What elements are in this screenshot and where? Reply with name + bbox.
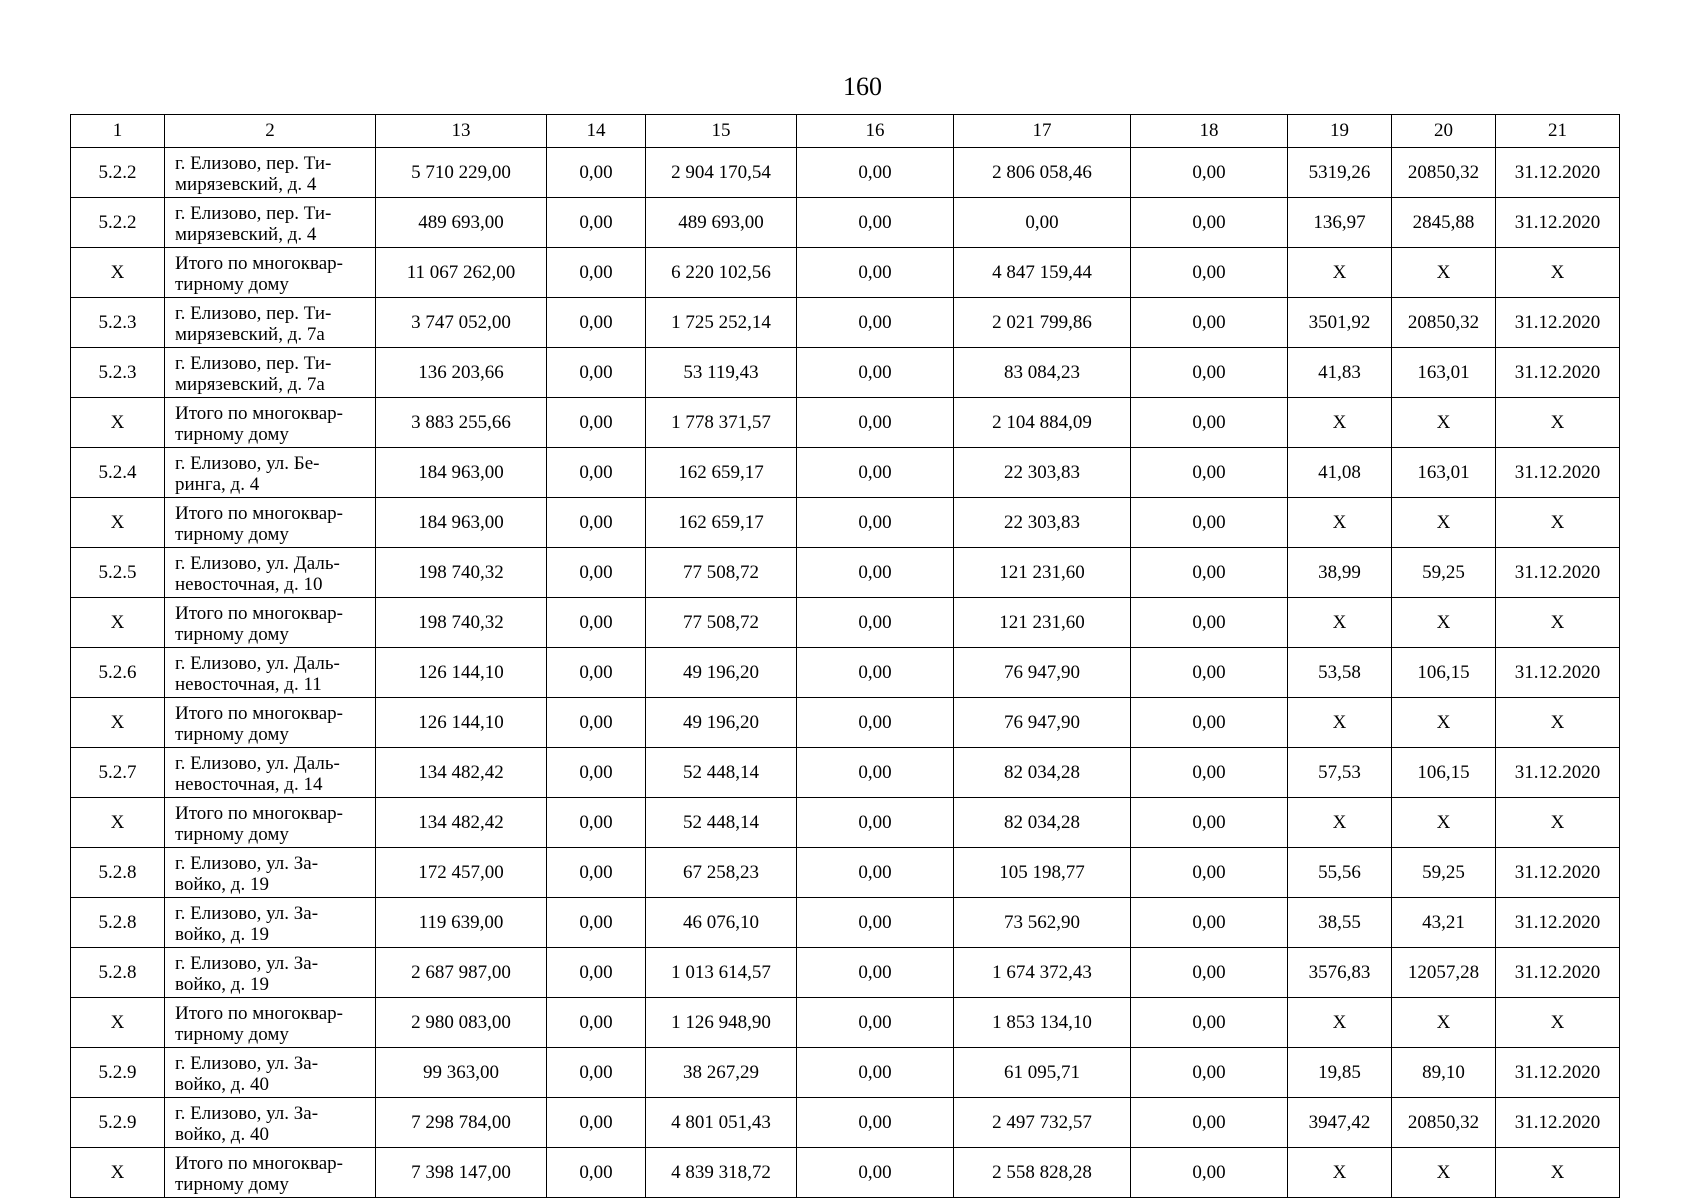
value-cell: 46 076,10 xyxy=(646,898,797,948)
value-cell: 0,00 xyxy=(547,1048,646,1098)
table-row xyxy=(71,398,1620,448)
value-cell: 0,00 xyxy=(1131,298,1288,348)
value-cell: Х xyxy=(1392,798,1496,848)
value-cell: 0,00 xyxy=(547,698,646,748)
row-number-cell: 5.2.2 xyxy=(71,198,165,248)
value-cell: 0,00 xyxy=(954,198,1131,248)
value-cell: 0,00 xyxy=(797,1048,954,1098)
value-cell: 0,00 xyxy=(547,848,646,898)
value-cell: 0,00 xyxy=(797,498,954,548)
value-cell: Х xyxy=(1392,698,1496,748)
value-cell: 105 198,77 xyxy=(954,848,1131,898)
column-header: 20 xyxy=(1392,115,1496,148)
value-cell: 0,00 xyxy=(797,548,954,598)
value-cell: 0,00 xyxy=(547,598,646,648)
address-cell: Итого по многоквар- тирному дому xyxy=(165,248,376,298)
table-row xyxy=(71,148,1620,198)
page-number: 160 xyxy=(843,72,882,101)
address-cell: Итого по многоквар- тирному дому xyxy=(165,498,376,548)
table-row xyxy=(71,848,1620,898)
row-number-cell: Х xyxy=(71,998,165,1048)
table-row xyxy=(71,198,1620,248)
value-cell: 59,25 xyxy=(1392,548,1496,598)
value-cell: Х xyxy=(1288,248,1392,298)
value-cell: 0,00 xyxy=(797,398,954,448)
row-number-cell: 5.2.6 xyxy=(71,648,165,698)
value-cell: Х xyxy=(1392,398,1496,448)
column-header: 15 xyxy=(646,115,797,148)
value-cell: 184 963,00 xyxy=(376,498,547,548)
value-cell: 2 558 828,28 xyxy=(954,1148,1131,1198)
table-row xyxy=(71,298,1620,348)
value-cell: 4 839 318,72 xyxy=(646,1148,797,1198)
value-cell: 7 298 784,00 xyxy=(376,1098,547,1148)
value-cell: 5 710 229,00 xyxy=(376,148,547,198)
value-cell: 31.12.2020 xyxy=(1496,648,1620,698)
address-cell: Итого по многоквар- тирному дому xyxy=(165,598,376,648)
row-number-cell: Х xyxy=(71,598,165,648)
value-cell: 0,00 xyxy=(547,298,646,348)
value-cell: 20850,32 xyxy=(1392,298,1496,348)
value-cell: 77 508,72 xyxy=(646,548,797,598)
value-cell: 0,00 xyxy=(1131,398,1288,448)
value-cell: 0,00 xyxy=(547,1098,646,1148)
value-cell: 0,00 xyxy=(797,948,954,998)
row-number-cell: Х xyxy=(71,498,165,548)
address-cell: г. Елизово, ул. Даль- невосточная, д. 10 xyxy=(165,548,376,598)
value-cell: 0,00 xyxy=(547,348,646,398)
column-header: 13 xyxy=(376,115,547,148)
row-number-cell: 5.2.7 xyxy=(71,748,165,798)
value-cell: 119 639,00 xyxy=(376,898,547,948)
value-cell: 106,15 xyxy=(1392,748,1496,798)
value-cell: 2 806 058,46 xyxy=(954,148,1131,198)
value-cell: 0,00 xyxy=(547,548,646,598)
value-cell: 0,00 xyxy=(797,248,954,298)
value-cell: 0,00 xyxy=(1131,798,1288,848)
value-cell: 0,00 xyxy=(547,448,646,498)
value-cell: 0,00 xyxy=(1131,448,1288,498)
value-cell: Х xyxy=(1392,998,1496,1048)
column-header: 16 xyxy=(797,115,954,148)
value-cell: 20850,32 xyxy=(1392,1098,1496,1148)
value-cell: 31.12.2020 xyxy=(1496,848,1620,898)
value-cell: 43,21 xyxy=(1392,898,1496,948)
value-cell: Х xyxy=(1288,1148,1392,1198)
row-number-cell: 5.2.8 xyxy=(71,898,165,948)
value-cell: 3947,42 xyxy=(1288,1098,1392,1148)
table-row xyxy=(71,798,1620,848)
value-cell: 0,00 xyxy=(797,1098,954,1148)
value-cell: Х xyxy=(1496,998,1620,1048)
value-cell: 0,00 xyxy=(797,698,954,748)
table-body xyxy=(71,115,1620,1198)
column-header: 17 xyxy=(954,115,1131,148)
value-cell: 0,00 xyxy=(797,448,954,498)
value-cell: Х xyxy=(1288,398,1392,448)
value-cell: 1 725 252,14 xyxy=(646,298,797,348)
row-number-cell: Х xyxy=(71,698,165,748)
value-cell: 1 126 948,90 xyxy=(646,998,797,1048)
value-cell: 126 144,10 xyxy=(376,698,547,748)
value-cell: 0,00 xyxy=(797,598,954,648)
value-cell: 31.12.2020 xyxy=(1496,148,1620,198)
value-cell: 31.12.2020 xyxy=(1496,898,1620,948)
value-cell: 0,00 xyxy=(1131,748,1288,798)
value-cell: 0,00 xyxy=(1131,598,1288,648)
value-cell: Х xyxy=(1288,698,1392,748)
value-cell: 3501,92 xyxy=(1288,298,1392,348)
address-cell: Итого по многоквар- тирному дому xyxy=(165,998,376,1048)
value-cell: 0,00 xyxy=(1131,898,1288,948)
value-cell: 0,00 xyxy=(1131,148,1288,198)
value-cell: Х xyxy=(1392,248,1496,298)
row-number-cell: 5.2.8 xyxy=(71,948,165,998)
address-cell: г. Елизово, ул. За- войко, д. 19 xyxy=(165,898,376,948)
value-cell: 0,00 xyxy=(547,498,646,548)
value-cell: 38,99 xyxy=(1288,548,1392,598)
value-cell: 1 853 134,10 xyxy=(954,998,1131,1048)
table-row xyxy=(71,948,1620,998)
header-row xyxy=(71,115,1620,148)
value-cell: 59,25 xyxy=(1392,848,1496,898)
value-cell: 489 693,00 xyxy=(646,198,797,248)
value-cell: 126 144,10 xyxy=(376,648,547,698)
value-cell: 2 687 987,00 xyxy=(376,948,547,998)
value-cell: 0,00 xyxy=(1131,648,1288,698)
value-cell: 12057,28 xyxy=(1392,948,1496,998)
value-cell: 52 448,14 xyxy=(646,748,797,798)
address-cell: г. Елизово, ул. За- войко, д. 40 xyxy=(165,1048,376,1098)
address-cell: г. Елизово, ул. За- войко, д. 19 xyxy=(165,948,376,998)
value-cell: 99 363,00 xyxy=(376,1048,547,1098)
value-cell: 61 095,71 xyxy=(954,1048,1131,1098)
value-cell: 0,00 xyxy=(1131,998,1288,1048)
value-cell: Х xyxy=(1496,398,1620,448)
value-cell: Х xyxy=(1496,248,1620,298)
value-cell: Х xyxy=(1392,498,1496,548)
value-cell: 7 398 147,00 xyxy=(376,1148,547,1198)
value-cell: 38 267,29 xyxy=(646,1048,797,1098)
value-cell: 76 947,90 xyxy=(954,698,1131,748)
value-cell: 2 497 732,57 xyxy=(954,1098,1131,1148)
value-cell: 0,00 xyxy=(1131,948,1288,998)
value-cell: 0,00 xyxy=(797,848,954,898)
value-cell: 77 508,72 xyxy=(646,598,797,648)
value-cell: 31.12.2020 xyxy=(1496,548,1620,598)
value-cell: 2 104 884,09 xyxy=(954,398,1131,448)
value-cell: 89,10 xyxy=(1392,1048,1496,1098)
column-header: 19 xyxy=(1288,115,1392,148)
value-cell: 121 231,60 xyxy=(954,598,1131,648)
column-header: 21 xyxy=(1496,115,1620,148)
table-row xyxy=(71,1048,1620,1098)
value-cell: 163,01 xyxy=(1392,348,1496,398)
row-number-cell: 5.2.9 xyxy=(71,1098,165,1148)
value-cell: 31.12.2020 xyxy=(1496,748,1620,798)
value-cell: 31.12.2020 xyxy=(1496,1098,1620,1148)
value-cell: 0,00 xyxy=(547,198,646,248)
address-cell: Итого по многоквар- тирному дому xyxy=(165,398,376,448)
value-cell: 38,55 xyxy=(1288,898,1392,948)
address-cell: г. Елизово, пер. Ти- мирязевский, д. 7а xyxy=(165,348,376,398)
value-cell: 0,00 xyxy=(547,798,646,848)
table-row xyxy=(71,748,1620,798)
value-cell: 121 231,60 xyxy=(954,548,1131,598)
table-row xyxy=(71,598,1620,648)
value-cell: 184 963,00 xyxy=(376,448,547,498)
row-number-cell: 5.2.9 xyxy=(71,1048,165,1098)
row-number-cell: 5.2.3 xyxy=(71,348,165,398)
value-cell: Х xyxy=(1392,598,1496,648)
value-cell: Х xyxy=(1392,1148,1496,1198)
value-cell: 3 883 255,66 xyxy=(376,398,547,448)
value-cell: Х xyxy=(1496,698,1620,748)
value-cell: 4 847 159,44 xyxy=(954,248,1131,298)
value-cell: 0,00 xyxy=(797,798,954,848)
value-cell: 6 220 102,56 xyxy=(646,248,797,298)
value-cell: 53 119,43 xyxy=(646,348,797,398)
row-number-cell: 5.2.8 xyxy=(71,848,165,898)
value-cell: 0,00 xyxy=(1131,498,1288,548)
value-cell: 0,00 xyxy=(797,348,954,398)
value-cell: 31.12.2020 xyxy=(1496,198,1620,248)
value-cell: 82 034,28 xyxy=(954,748,1131,798)
value-cell: 22 303,83 xyxy=(954,498,1131,548)
value-cell: Х xyxy=(1496,498,1620,548)
value-cell: 172 457,00 xyxy=(376,848,547,898)
value-cell: 134 482,42 xyxy=(376,748,547,798)
data-table xyxy=(70,114,1620,1198)
value-cell: Х xyxy=(1496,598,1620,648)
value-cell: 0,00 xyxy=(547,248,646,298)
table-row xyxy=(71,498,1620,548)
row-number-cell: Х xyxy=(71,398,165,448)
value-cell: 53,58 xyxy=(1288,648,1392,698)
address-cell: г. Елизово, ул. Даль- невосточная, д. 14 xyxy=(165,748,376,798)
value-cell: 162 659,17 xyxy=(646,498,797,548)
address-cell: г. Елизово, пер. Ти- мирязевский, д. 7а xyxy=(165,298,376,348)
value-cell: 83 084,23 xyxy=(954,348,1131,398)
value-cell: 0,00 xyxy=(797,198,954,248)
value-cell: 0,00 xyxy=(547,648,646,698)
address-cell: г. Елизово, пер. Ти- мирязевский, д. 4 xyxy=(165,198,376,248)
value-cell: 0,00 xyxy=(797,898,954,948)
table-row xyxy=(71,698,1620,748)
value-cell: 0,00 xyxy=(1131,1098,1288,1148)
value-cell: 0,00 xyxy=(547,1148,646,1198)
table-row xyxy=(71,348,1620,398)
row-number-cell: Х xyxy=(71,1148,165,1198)
table-row xyxy=(71,998,1620,1048)
value-cell: 0,00 xyxy=(547,948,646,998)
value-cell: 489 693,00 xyxy=(376,198,547,248)
value-cell: 49 196,20 xyxy=(646,648,797,698)
value-cell: 0,00 xyxy=(1131,348,1288,398)
value-cell: 57,53 xyxy=(1288,748,1392,798)
value-cell: 41,83 xyxy=(1288,348,1392,398)
table-row xyxy=(71,648,1620,698)
value-cell: 11 067 262,00 xyxy=(376,248,547,298)
value-cell: 52 448,14 xyxy=(646,798,797,848)
table-row xyxy=(71,1148,1620,1198)
value-cell: 2 021 799,86 xyxy=(954,298,1131,348)
value-cell: 0,00 xyxy=(797,148,954,198)
value-cell: 1 674 372,43 xyxy=(954,948,1131,998)
value-cell: 2845,88 xyxy=(1392,198,1496,248)
value-cell: 20850,32 xyxy=(1392,148,1496,198)
table-row xyxy=(71,898,1620,948)
value-cell: 0,00 xyxy=(1131,248,1288,298)
value-cell: 0,00 xyxy=(547,998,646,1048)
value-cell: 0,00 xyxy=(797,748,954,798)
value-cell: 3576,83 xyxy=(1288,948,1392,998)
value-cell: 2 980 083,00 xyxy=(376,998,547,1048)
value-cell: 1 013 614,57 xyxy=(646,948,797,998)
table-row xyxy=(71,448,1620,498)
value-cell: 136,97 xyxy=(1288,198,1392,248)
value-cell: 136 203,66 xyxy=(376,348,547,398)
value-cell: 31.12.2020 xyxy=(1496,348,1620,398)
value-cell: 0,00 xyxy=(1131,1148,1288,1198)
value-cell: 0,00 xyxy=(547,148,646,198)
row-number-cell: 5.2.2 xyxy=(71,148,165,198)
value-cell: Х xyxy=(1496,798,1620,848)
row-number-cell: Х xyxy=(71,798,165,848)
value-cell: 4 801 051,43 xyxy=(646,1098,797,1148)
column-header: 18 xyxy=(1131,115,1288,148)
value-cell: 19,85 xyxy=(1288,1048,1392,1098)
value-cell: 31.12.2020 xyxy=(1496,298,1620,348)
value-cell: 41,08 xyxy=(1288,448,1392,498)
value-cell: 31.12.2020 xyxy=(1496,948,1620,998)
value-cell: Х xyxy=(1496,1148,1620,1198)
value-cell: 55,56 xyxy=(1288,848,1392,898)
address-cell: Итого по многоквар- тирному дому xyxy=(165,798,376,848)
value-cell: 0,00 xyxy=(1131,848,1288,898)
value-cell: 2 904 170,54 xyxy=(646,148,797,198)
value-cell: 0,00 xyxy=(547,398,646,448)
value-cell: 198 740,32 xyxy=(376,598,547,648)
value-cell: 0,00 xyxy=(797,648,954,698)
value-cell: 73 562,90 xyxy=(954,898,1131,948)
value-cell: 3 747 052,00 xyxy=(376,298,547,348)
value-cell: 31.12.2020 xyxy=(1496,1048,1620,1098)
value-cell: 76 947,90 xyxy=(954,648,1131,698)
value-cell: 5319,26 xyxy=(1288,148,1392,198)
value-cell: 0,00 xyxy=(797,998,954,1048)
row-number-cell: 5.2.4 xyxy=(71,448,165,498)
value-cell: 22 303,83 xyxy=(954,448,1131,498)
address-cell: г. Елизово, ул. За- войко, д. 19 xyxy=(165,848,376,898)
row-number-cell: 5.2.5 xyxy=(71,548,165,598)
address-cell: г. Елизово, ул. Бе- ринга, д. 4 xyxy=(165,448,376,498)
row-number-cell: 5.2.3 xyxy=(71,298,165,348)
column-header: 1 xyxy=(71,115,165,148)
value-cell: 0,00 xyxy=(1131,698,1288,748)
value-cell: Х xyxy=(1288,498,1392,548)
value-cell: 0,00 xyxy=(547,898,646,948)
address-cell: г. Елизово, пер. Ти- мирязевский, д. 4 xyxy=(165,148,376,198)
value-cell: 0,00 xyxy=(1131,198,1288,248)
value-cell: 198 740,32 xyxy=(376,548,547,598)
value-cell: 0,00 xyxy=(547,748,646,798)
table-row xyxy=(71,248,1620,298)
value-cell: 0,00 xyxy=(1131,1048,1288,1098)
value-cell: 67 258,23 xyxy=(646,848,797,898)
value-cell: 0,00 xyxy=(1131,548,1288,598)
value-cell: Х xyxy=(1288,998,1392,1048)
address-cell: г. Елизово, ул. Даль- невосточная, д. 11 xyxy=(165,648,376,698)
value-cell: Х xyxy=(1288,598,1392,648)
table-row xyxy=(71,1098,1620,1148)
value-cell: 49 196,20 xyxy=(646,698,797,748)
value-cell: 134 482,42 xyxy=(376,798,547,848)
value-cell: 163,01 xyxy=(1392,448,1496,498)
address-cell: Итого по многоквар- тирному дому xyxy=(165,1148,376,1198)
value-cell: Х xyxy=(1288,798,1392,848)
value-cell: 162 659,17 xyxy=(646,448,797,498)
column-header: 14 xyxy=(547,115,646,148)
value-cell: 1 778 371,57 xyxy=(646,398,797,448)
column-header: 2 xyxy=(165,115,376,148)
value-cell: 0,00 xyxy=(797,1148,954,1198)
value-cell: 31.12.2020 xyxy=(1496,448,1620,498)
value-cell: 106,15 xyxy=(1392,648,1496,698)
address-cell: Итого по многоквар- тирному дому xyxy=(165,698,376,748)
value-cell: 0,00 xyxy=(797,298,954,348)
address-cell: г. Елизово, ул. За- войко, д. 40 xyxy=(165,1098,376,1148)
value-cell: 82 034,28 xyxy=(954,798,1131,848)
table-row xyxy=(71,548,1620,598)
row-number-cell: Х xyxy=(71,248,165,298)
